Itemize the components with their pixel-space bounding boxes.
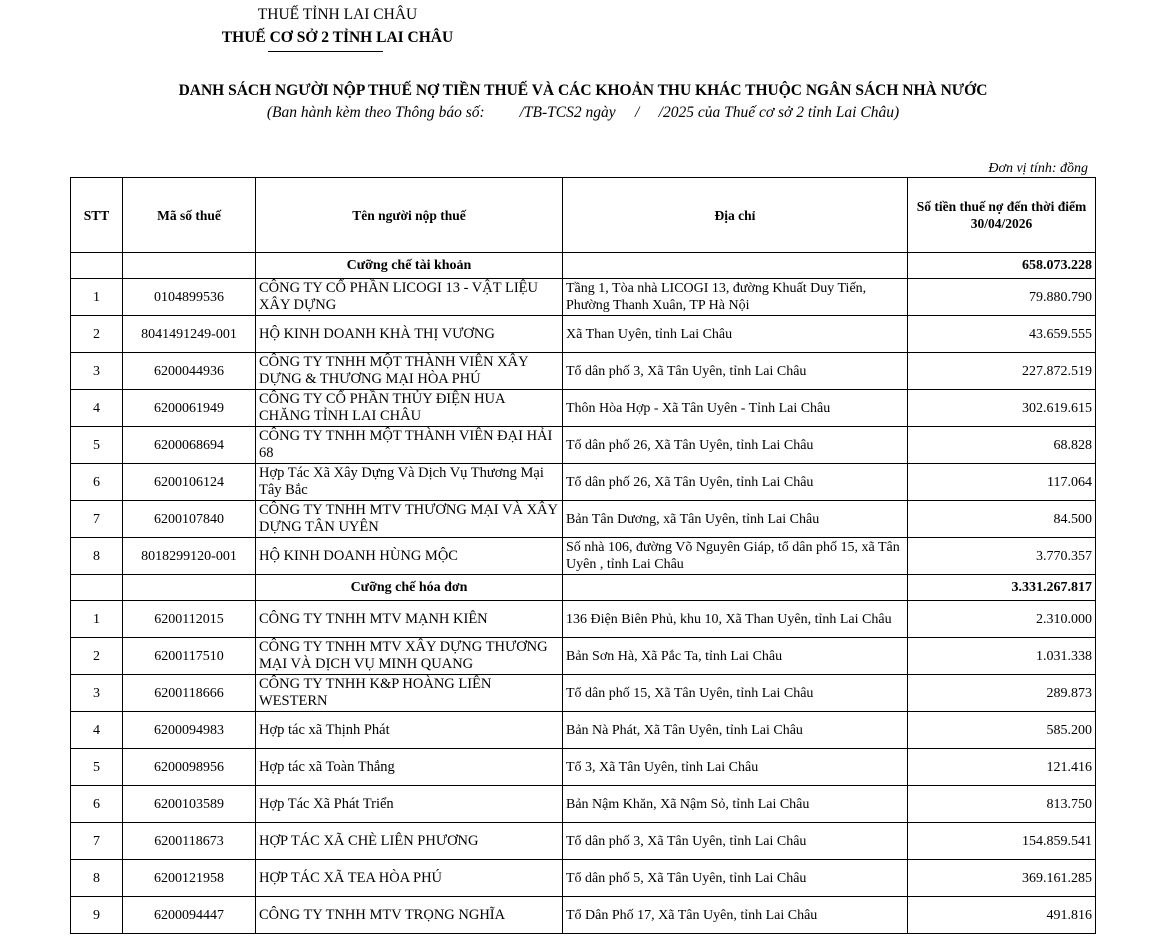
- row-debt-amount: 68.828: [908, 427, 1096, 464]
- group-total: 658.073.228: [908, 253, 1096, 279]
- row-taxpayer-name: HỢP TÁC XÃ TEA HÒA PHÚ: [256, 860, 563, 897]
- table-row: [71, 316, 1096, 353]
- row-tax-code: 6200061949: [123, 390, 256, 427]
- row-stt: 1: [71, 601, 123, 638]
- row-stt: 8: [71, 860, 123, 897]
- row-address: Tổ dân phố 3, Xã Tân Uyên, tỉnh Lai Châu: [563, 353, 908, 390]
- group-address-cell: [563, 575, 908, 601]
- header-tax-code: Mã số thuế: [123, 178, 256, 253]
- row-debt-amount: 227.872.519: [908, 353, 1096, 390]
- group-code-cell: [123, 575, 256, 601]
- table-row: [71, 638, 1096, 675]
- row-address: Thôn Hòa Hợp - Xã Tân Uyên - Tỉnh Lai Châu: [563, 390, 908, 427]
- row-debt-amount: 289.873: [908, 675, 1096, 712]
- group-stt-cell: [71, 253, 123, 279]
- row-stt: 3: [71, 675, 123, 712]
- row-debt-amount: 121.416: [908, 749, 1096, 786]
- row-tax-code: 0104899536: [123, 279, 256, 316]
- header-stt: STT: [71, 178, 123, 253]
- row-stt: 6: [71, 786, 123, 823]
- group-row: [71, 253, 1096, 279]
- row-tax-code: 6200098956: [123, 749, 256, 786]
- row-taxpayer-name: CÔNG TY TNHH MTV TRỌNG NGHĨA: [256, 897, 563, 934]
- row-taxpayer-name: Hợp tác xã Thịnh Phát: [256, 712, 563, 749]
- row-debt-amount: 79.880.790: [908, 279, 1096, 316]
- unit-note: Đơn vị tính: đồng: [988, 161, 1088, 176]
- row-stt: 7: [71, 501, 123, 538]
- table-row: [71, 712, 1096, 749]
- row-tax-code: 8041491249-001: [123, 316, 256, 353]
- row-address: Tổ 3, Xã Tân Uyên, tỉnh Lai Châu: [563, 749, 908, 786]
- row-taxpayer-name: CÔNG TY TNHH K&P HOÀNG LIÊN WESTERN: [256, 675, 563, 712]
- row-tax-code: 6200112015: [123, 601, 256, 638]
- row-address: 136 Điện Biên Phủ, khu 10, Xã Than Uyên, tỉnh Lai Châu: [563, 601, 908, 638]
- group-address-cell: [563, 253, 908, 279]
- row-debt-amount: 43.659.555: [908, 316, 1096, 353]
- row-taxpayer-name: CÔNG TY CỔ PHẦN LICOGI 13 - VẬT LIỆU XÂY DỰNG: [256, 279, 563, 316]
- row-debt-amount: 3.770.357: [908, 538, 1096, 575]
- row-tax-code: 6200118673: [123, 823, 256, 860]
- row-taxpayer-name: CÔNG TY CỔ PHẦN THỦY ĐIỆN HUA CHĂNG TỈNH LAI CHÂU: [256, 390, 563, 427]
- table-header-row: [71, 178, 1096, 253]
- table-row: [71, 786, 1096, 823]
- row-taxpayer-name: HỢP TÁC XÃ CHÈ LIÊN PHƯƠNG: [256, 823, 563, 860]
- table-row: [71, 279, 1096, 316]
- row-stt: 7: [71, 823, 123, 860]
- group-row: [71, 575, 1096, 601]
- row-debt-amount: 84.500: [908, 501, 1096, 538]
- row-stt: 5: [71, 427, 123, 464]
- row-taxpayer-name: HỘ KINH DOANH HÙNG MỘC: [256, 538, 563, 575]
- document-title: DANH SÁCH NGƯỜI NỘP THUẾ NỢ TIỀN THUẾ VÀ CÁC KHOẢN THU KHÁC THUỘC NGÂN SÁCH NHÀ NƯỚC: [178, 82, 988, 99]
- row-taxpayer-name: Hợp Tác Xã Phát Triển: [256, 786, 563, 823]
- row-tax-code: 6200117510: [123, 638, 256, 675]
- row-address: Tổ dân phố 5, Xã Tân Uyên, tỉnh Lai Châu: [563, 860, 908, 897]
- row-address: Xã Than Uyên, tỉnh Lai Châu: [563, 316, 908, 353]
- row-tax-code: 6200107840: [123, 501, 256, 538]
- header-taxpayer-name: Tên người nộp thuế: [256, 178, 563, 253]
- row-debt-amount: 154.859.541: [908, 823, 1096, 860]
- row-stt: 9: [71, 897, 123, 934]
- row-debt-amount: 302.619.615: [908, 390, 1096, 427]
- table-row: [71, 860, 1096, 897]
- row-taxpayer-name: CÔNG TY TNHH MỘT THÀNH VIÊN ĐẠI HẢI 68: [256, 427, 563, 464]
- row-address: Tầng 1, Tòa nhà LICOGI 13, đường Khuất Duy Tiến, Phường Thanh Xuân, TP Hà Nội: [563, 279, 908, 316]
- row-debt-amount: 491.816: [908, 897, 1096, 934]
- row-taxpayer-name: CÔNG TY TNHH MTV THƯƠNG MẠI VÀ XÂY DỰNG TÂN UYÊN: [256, 501, 563, 538]
- table-row: [71, 353, 1096, 390]
- table-row: [71, 538, 1096, 575]
- row-debt-amount: 585.200: [908, 712, 1096, 749]
- row-taxpayer-name: CÔNG TY TNHH MTV XÂY DỰNG THƯƠNG MẠI VÀ DỊCH VỤ MINH QUANG: [256, 638, 563, 675]
- row-tax-code: 6200106124: [123, 464, 256, 501]
- row-stt: 4: [71, 390, 123, 427]
- row-address: Tổ dân phố 26, Xã Tân Uyên, tỉnh Lai Châu: [563, 464, 908, 501]
- header-address: Địa chỉ: [563, 178, 908, 253]
- table-row: [71, 464, 1096, 501]
- row-address: Số nhà 106, đường Võ Nguyên Giáp, tổ dân phố 15, xã Tân Uyên , tỉnh Lai Châu: [563, 538, 908, 575]
- row-taxpayer-name: Hợp tác xã Toàn Thắng: [256, 749, 563, 786]
- group-title: Cưỡng chế hóa đơn: [256, 575, 563, 601]
- row-stt: 2: [71, 316, 123, 353]
- group-code-cell: [123, 253, 256, 279]
- row-tax-code: 8018299120-001: [123, 538, 256, 575]
- group-title: Cưỡng chế tài khoản: [256, 253, 563, 279]
- table-row: [71, 675, 1096, 712]
- row-address: Bản Tân Dương, xã Tân Uyên, tỉnh Lai Châu: [563, 501, 908, 538]
- row-stt: 2: [71, 638, 123, 675]
- row-address: Tổ dân phố 3, Xã Tân Uyên, tỉnh Lai Châu: [563, 823, 908, 860]
- row-tax-code: 6200121958: [123, 860, 256, 897]
- table-row: [71, 823, 1096, 860]
- group-stt-cell: [71, 575, 123, 601]
- header-divider: [268, 51, 383, 52]
- org-parent: THUẾ TỈNH LAI CHÂU: [257, 6, 418, 23]
- row-stt: 4: [71, 712, 123, 749]
- row-debt-amount: 813.750: [908, 786, 1096, 823]
- row-address: Tổ dân phố 26, Xã Tân Uyên, tỉnh Lai Châu: [563, 427, 908, 464]
- row-taxpayer-name: CÔNG TY TNHH MỘT THÀNH VIÊN XÂY DỰNG & THƯƠNG MẠI HÒA PHÚ: [256, 353, 563, 390]
- row-address: Bản Nà Phát, Xã Tân Uyên, tỉnh Lai Châu: [563, 712, 908, 749]
- row-tax-code: 6200068694: [123, 427, 256, 464]
- row-debt-amount: 1.031.338: [908, 638, 1096, 675]
- debt-table: [70, 177, 1096, 934]
- row-tax-code: 6200094447: [123, 897, 256, 934]
- table-body: [71, 253, 1096, 934]
- row-tax-code: 6200118666: [123, 675, 256, 712]
- org-name: THUẾ CƠ SỞ 2 TỈNH LAI CHÂU: [221, 29, 454, 46]
- row-address: Tổ dân phố 15, Xã Tân Uyên, tỉnh Lai Châu: [563, 675, 908, 712]
- table-row: [71, 427, 1096, 464]
- row-stt: 1: [71, 279, 123, 316]
- row-address: Bản Nậm Khăn, Xã Nậm Sỏ, tỉnh Lai Châu: [563, 786, 908, 823]
- document-subtitle: (Ban hành kèm theo Thông báo số: /TB-TCS2 ngày / /2025 của Thuế cơ sở 2 tỉnh Lai Châu): [266, 104, 900, 121]
- header-debt-amount: Số tiền thuế nợ đến thời điểm 30/04/2026: [908, 178, 1096, 253]
- group-total: 3.331.267.817: [908, 575, 1096, 601]
- table-row: [71, 501, 1096, 538]
- row-tax-code: 6200044936: [123, 353, 256, 390]
- row-tax-code: 6200094983: [123, 712, 256, 749]
- row-address: Tổ Dân Phố 17, Xã Tân Uyên, tỉnh Lai Châu: [563, 897, 908, 934]
- row-stt: 5: [71, 749, 123, 786]
- row-taxpayer-name: HỘ KINH DOANH KHÀ THỊ VƯƠNG: [256, 316, 563, 353]
- table-row: [71, 601, 1096, 638]
- row-debt-amount: 2.310.000: [908, 601, 1096, 638]
- table-row: [71, 897, 1096, 934]
- row-stt: 3: [71, 353, 123, 390]
- row-stt: 8: [71, 538, 123, 575]
- table-row: [71, 390, 1096, 427]
- row-debt-amount: 369.161.285: [908, 860, 1096, 897]
- row-stt: 6: [71, 464, 123, 501]
- row-tax-code: 6200103589: [123, 786, 256, 823]
- row-taxpayer-name: CÔNG TY TNHH MTV MẠNH KIÊN: [256, 601, 563, 638]
- table-row: [71, 749, 1096, 786]
- row-taxpayer-name: Hợp Tác Xã Xây Dựng Và Dịch Vụ Thương Mại Tây Bắc: [256, 464, 563, 501]
- row-address: Bản Sơn Hà, Xã Pắc Ta, tỉnh Lai Châu: [563, 638, 908, 675]
- row-debt-amount: 117.064: [908, 464, 1096, 501]
